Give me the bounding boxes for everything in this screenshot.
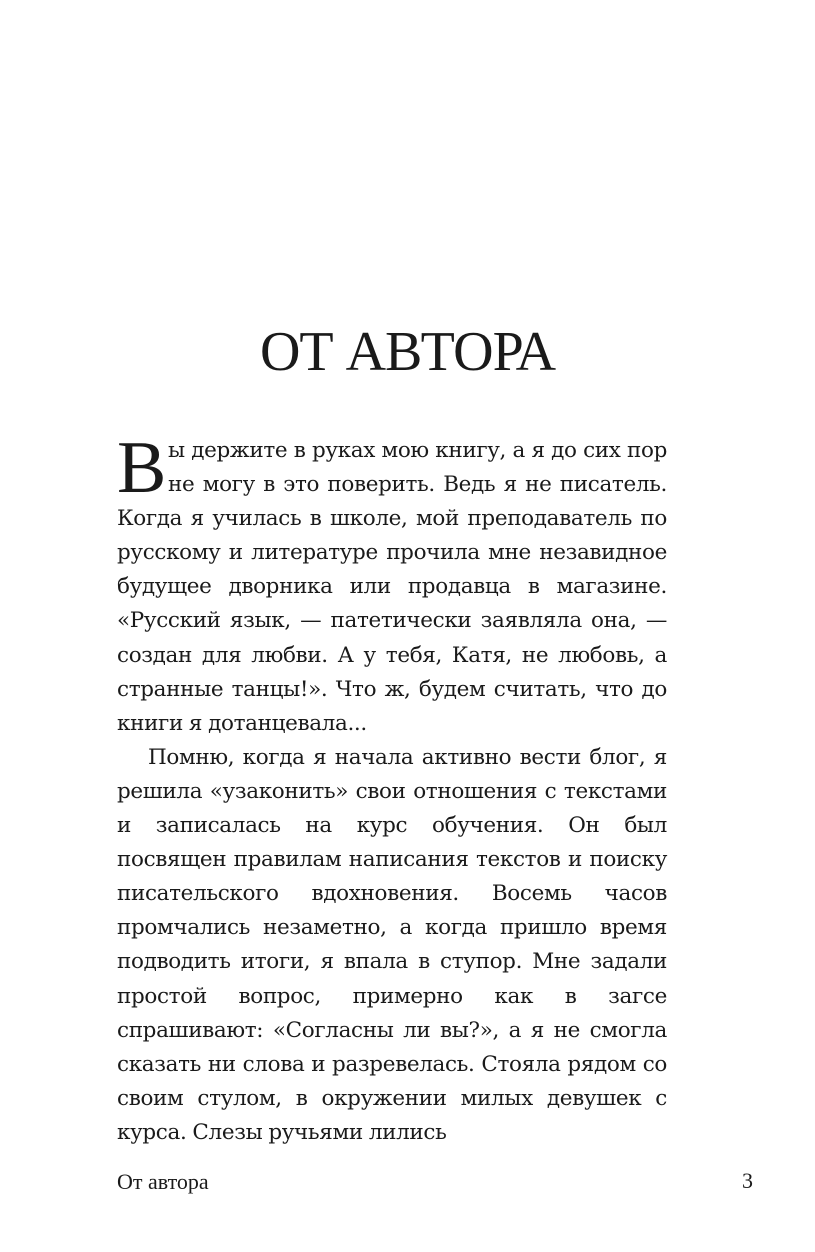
paragraph-1-text: ы держите в руках мою книгу, а я до сих пор не могу в это поверить. Ведь я не писатель. Когда я училась в школе, мой преподаватель по русскому и литературе прочила мне незавидное будущее дворника или продавца в магазине. «Русский язык, — патетически заявляла она, — создан для любви. А у тебя, Катя, не любовь, а странные танцы!». Что ж, будем считать, что до книги я дотанцевала...	[117, 438, 667, 736]
page-number: 3	[742, 1168, 753, 1193]
paragraph-1	[117, 427, 667, 741]
paragraph-2: Помню, когда я начала активно вести блог, я решила «узаконить» свои отношения с текстами и записалась на курс обучения. Он был посвящен правилам написания текстов и поиску писательского вдохновения. Восемь часов промчались незаметно, а когда пришло время подводить итоги, я впала в ступор. Мне задали простой вопрос, примерно как в загсе спрашивают: «Согласны ли вы?», а я не смогла сказать ни слова и разревелась. Стояла рядом со своим стулом, в окружении милых девушек с курса. Слезы ручьями лились	[117, 744, 667, 1145]
body-text	[117, 427, 667, 1150]
running-footer-title: От автора	[117, 1169, 209, 1194]
page-title: ОТ АВТОРА	[259, 321, 556, 383]
drop-cap: В	[117, 427, 167, 509]
